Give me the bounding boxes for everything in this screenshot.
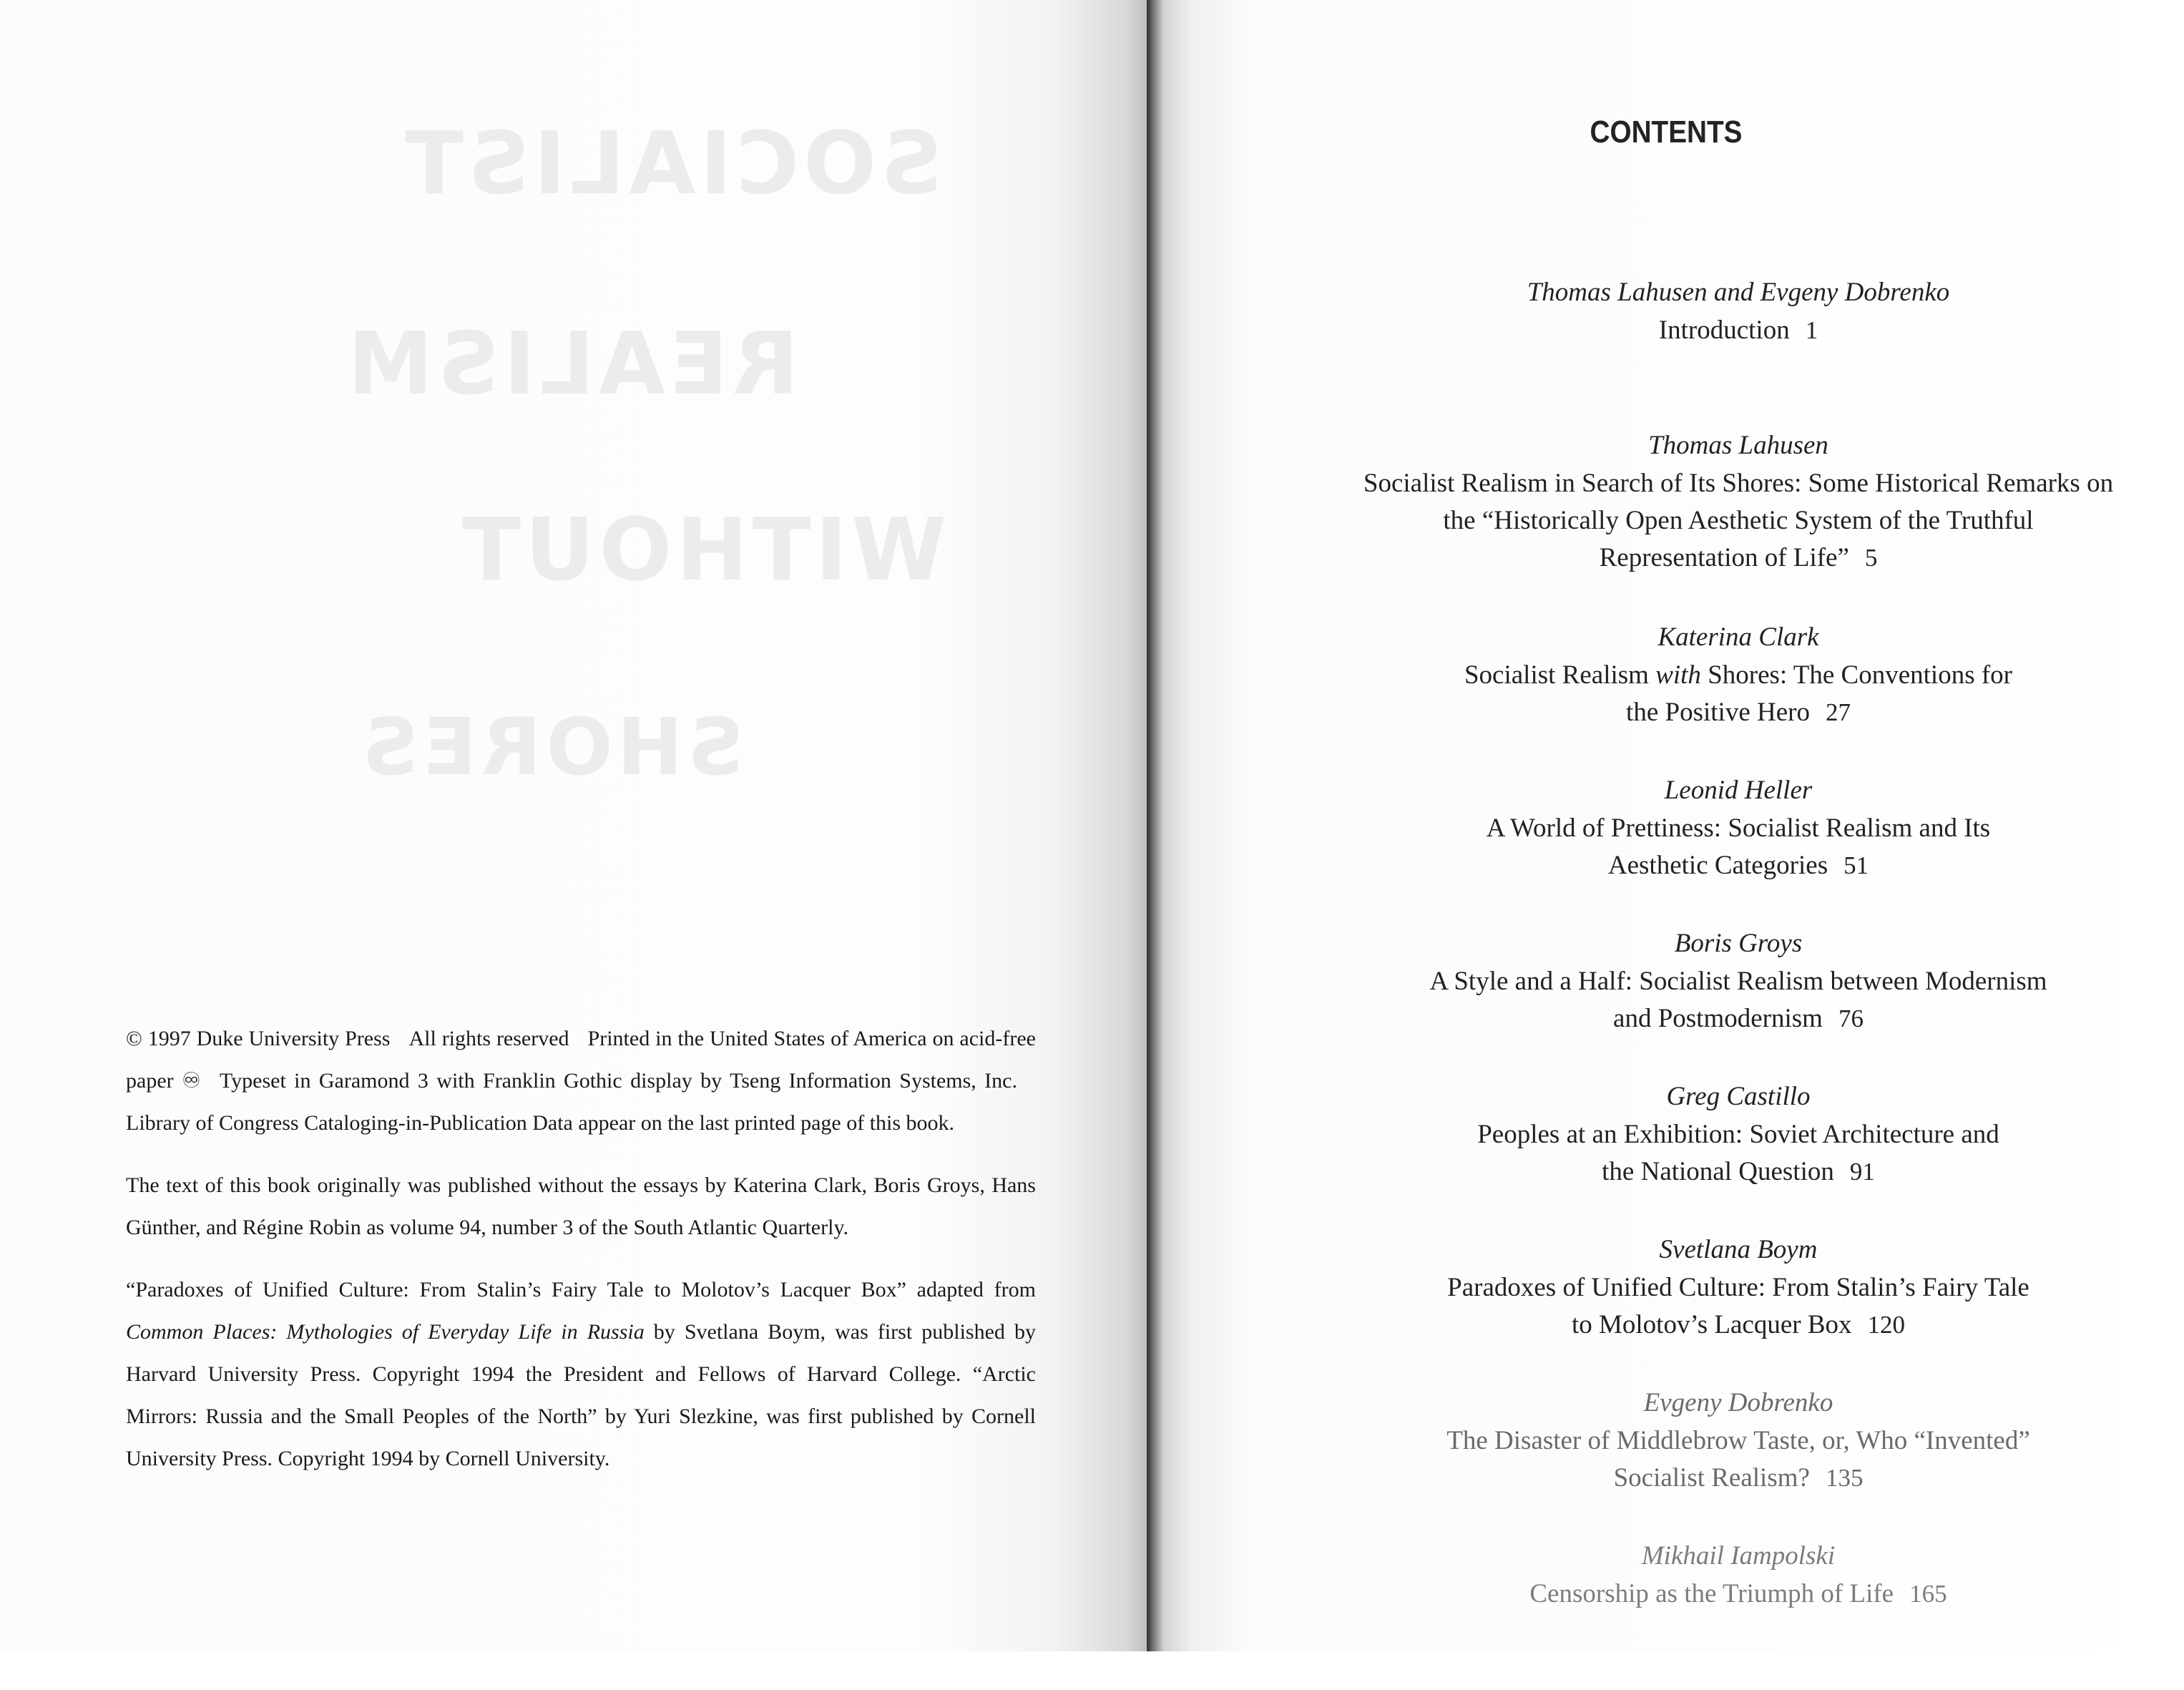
toc-title-line: Socialist Realism?: [1613, 1463, 1810, 1493]
toc-entry: [1306, 771, 2171, 924]
toc-entry: [1306, 1384, 2171, 1537]
toc-author: Thomas Lahusen and Evgeny Dobrenko: [1527, 278, 1950, 307]
toc-page-number: 1: [1805, 316, 1818, 344]
toc-title-line: to Molotov’s Lacquer Box: [1571, 1310, 1852, 1339]
permissions-paragraph: [126, 1269, 1036, 1480]
toc-title: [1306, 1153, 2171, 1191]
toc-title-line: [1306, 657, 2171, 694]
table-of-contents: [1306, 273, 2171, 1690]
show-through-text: SHORES: [358, 701, 744, 793]
toc-entry: [1306, 924, 2171, 1078]
toc-title-line: the National Question: [1602, 1157, 1834, 1186]
show-through-text: WITHOUT: [458, 501, 946, 600]
toc-author: Boris Groys: [1674, 929, 1803, 958]
toc-author: Greg Castillo: [1666, 1082, 1811, 1111]
publication-history-paragraph: The text of this book originally was published without the essays by Katerina Clark, Boris Groys, Hans Günther, and Régine Robin as volume 94, number 3 of the South Atlantic Quarterly.: [126, 1173, 1036, 1239]
toc-title-line: Introduction: [1658, 316, 1790, 345]
printing-note: Printed in the United States of America on acid-free paper ♾: [126, 1027, 1036, 1093]
toc-page-number: 135: [1825, 1464, 1864, 1492]
toc-title-line: Paradoxes of Unified Culture: From Stalin’s Fairy Tale: [1447, 1273, 2029, 1302]
toc-page-number: 5: [1864, 544, 1878, 572]
toc-entry: [1306, 273, 2171, 426]
toc-title: [1306, 1460, 2171, 1497]
toc-title-line: the Positive Hero: [1626, 698, 1810, 727]
toc-title-line: The Disaster of Middlebrow Taste, or, Who “Invented”: [1446, 1426, 2030, 1455]
copyright-block: [126, 1017, 1036, 1500]
toc-entry: [1306, 1078, 2171, 1231]
toc-title-line: A Style and a Half: Socialist Realism between Modernism: [1429, 967, 2047, 996]
toc-title: [1306, 539, 2171, 577]
toc-page-number: 51: [1843, 851, 1869, 879]
toc-page-number: 76: [1838, 1005, 1864, 1032]
toc-title-line: A World of Prettiness: Socialist Realism and Its: [1486, 814, 1991, 843]
toc-title-line: the “Historically Open Aesthetic System of the Truthful: [1443, 506, 2034, 535]
toc-title-line: Aesthetic Categories: [1607, 851, 1828, 880]
toc-entry: [1306, 1537, 2171, 1690]
toc-title-emphasis: with: [1655, 660, 1701, 690]
toc-title: [1306, 1576, 2171, 1613]
toc-entry: [1306, 618, 2171, 771]
toc-author: Mikhail Iampolski: [1641, 1541, 1836, 1571]
copyright-notice: © 1997 Duke University Press: [126, 1027, 391, 1050]
cataloging-note: Library of Congress Cataloging-in-Publication Data appear on the last printed page of this book.: [126, 1111, 955, 1135]
rights-reserved: All rights reserved: [408, 1027, 569, 1050]
toc-title: [1306, 694, 2171, 731]
contents-heading: CONTENTS: [1590, 114, 1743, 150]
toc-entry: [1306, 1231, 2171, 1384]
toc-page-number: 165: [1909, 1580, 1947, 1608]
toc-author: Thomas Lahusen: [1648, 431, 1828, 460]
source-book-title: Common Places: Mythologies of Everyday Life in Russia: [126, 1320, 645, 1344]
toc-author: Evgeny Dobrenko: [1643, 1388, 1833, 1417]
permissions-text-start: “Paradoxes of Unified Culture: From Stalin’s Fairy Tale to Molotov’s Lacquer Box” adapted from: [126, 1278, 1036, 1301]
toc-title: [1306, 847, 2171, 884]
toc-author: Katerina Clark: [1657, 622, 1819, 652]
toc-title-line: Socialist Realism in Search of Its Shores: Some Historical Remarks on: [1363, 469, 2114, 498]
toc-title: [1306, 1306, 2171, 1344]
toc-author: Leonid Heller: [1664, 776, 1813, 805]
toc-title-line: Censorship as the Triumph of Life: [1529, 1579, 1894, 1608]
toc-page-number: 120: [1867, 1311, 1906, 1339]
toc-title-line: and Postmodernism: [1613, 1004, 1823, 1033]
typeset-note: Typeset in Garamond 3 with Franklin Gothic display by Tseng Information Systems, Inc.: [219, 1069, 1017, 1093]
toc-title-text: Shores: The Conventions for: [1700, 660, 2012, 690]
toc-entry: [1306, 426, 2171, 618]
toc-title-line: Representation of Life”: [1599, 543, 1849, 572]
toc-title: [1306, 312, 2171, 349]
permissions-text-end: by Svetlana Boym, was first published by Harvard University Press. Copyright 1994 the President and Fellows of Harvard College. “Arctic Mirrors: Russia and the Small Peoples of the North” by Yuri Slezkine, was first published by Cornell University Press. Copyright 1994 by Cornell University.: [126, 1320, 1036, 1470]
toc-title-text: Socialist Realism: [1464, 660, 1656, 690]
show-through-text: SOCIALIST: [401, 114, 943, 214]
toc-title-line: Peoples at an Exhibition: Soviet Architecture and: [1477, 1120, 1999, 1149]
toc-page-number: 27: [1825, 698, 1851, 726]
copyright-paragraph: [126, 1017, 1036, 1144]
toc-page-number: 91: [1849, 1158, 1875, 1186]
toc-author: Svetlana Boym: [1659, 1235, 1818, 1264]
show-through-text: REALISM: [343, 315, 799, 414]
toc-title: [1306, 1000, 2171, 1037]
